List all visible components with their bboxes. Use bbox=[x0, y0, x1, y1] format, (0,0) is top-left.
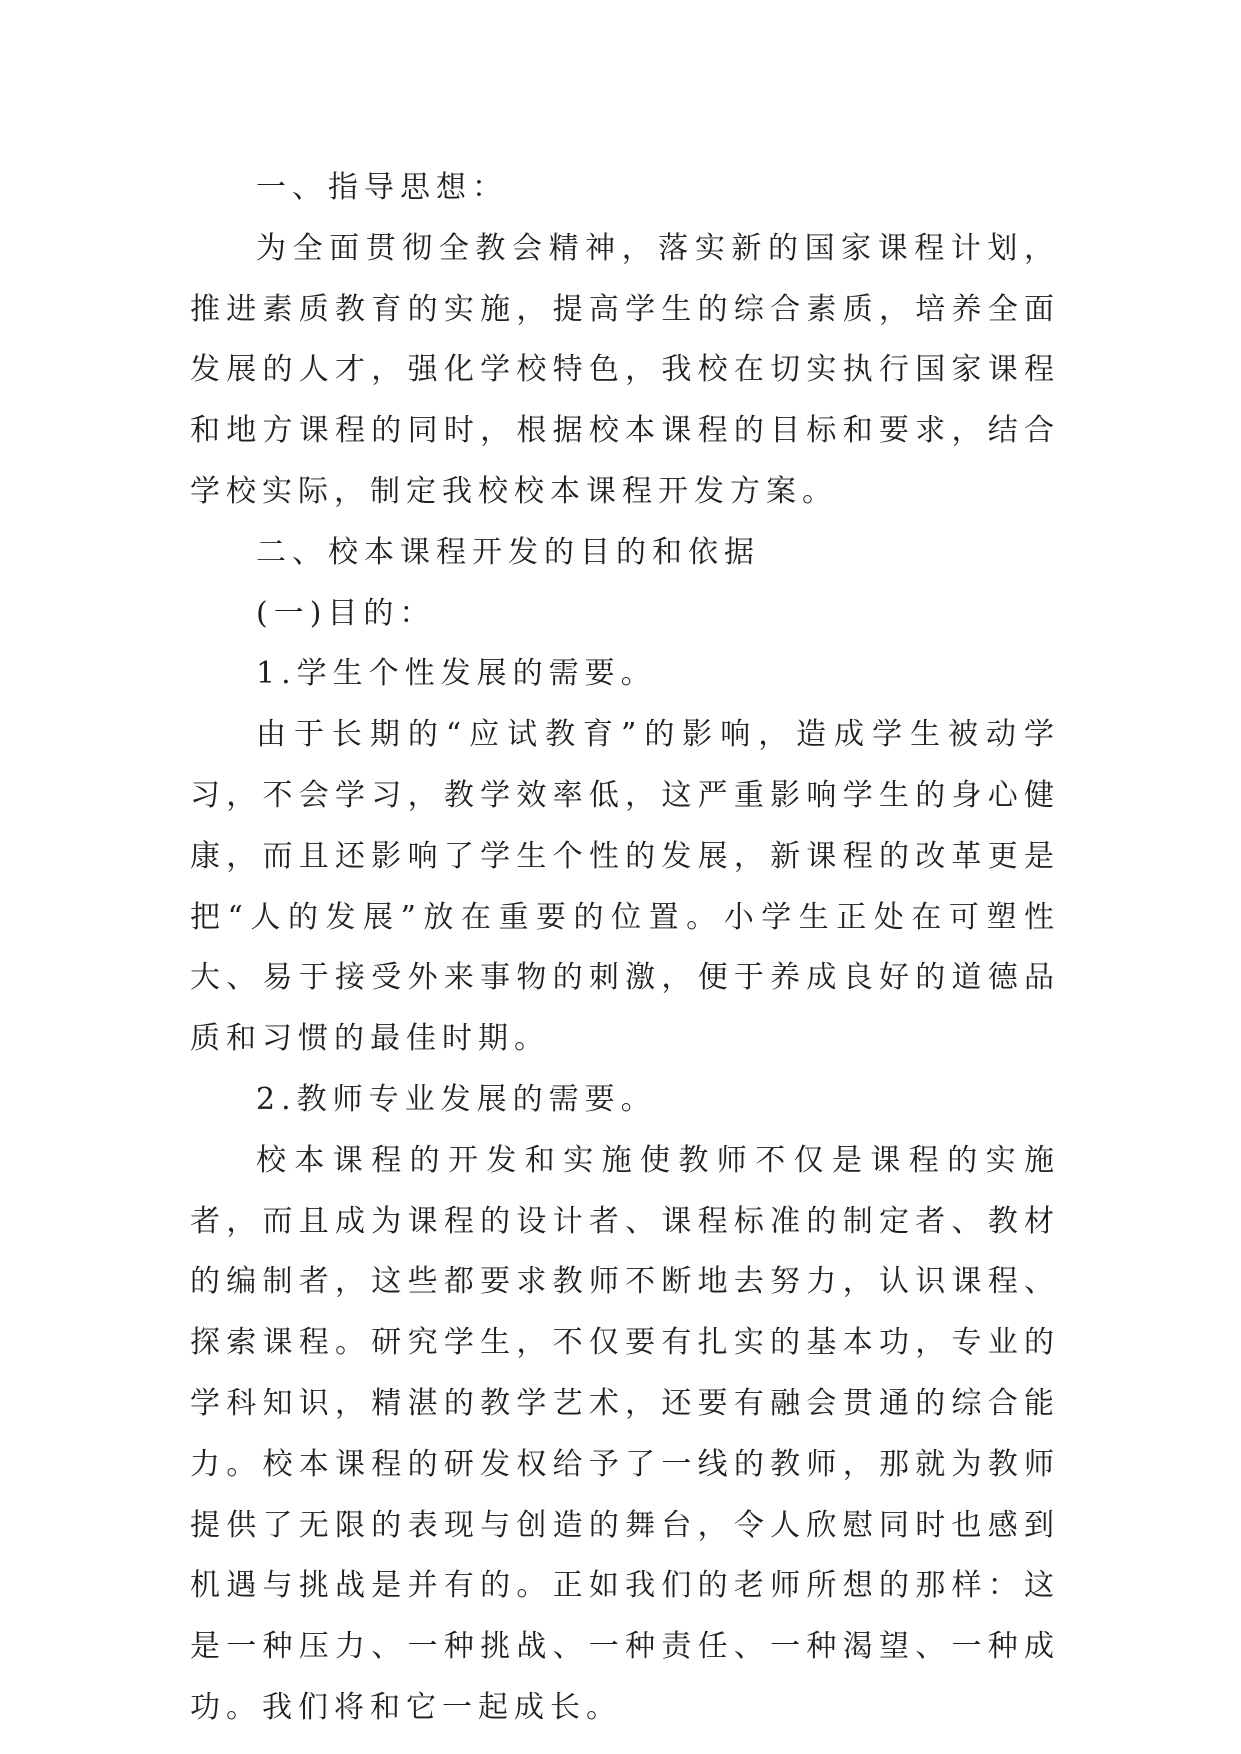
section-heading-guiding-ideology: 一、指导思想： bbox=[256, 170, 508, 205]
body-paragraph-teacher-development: 校本课程的开发和实施使教师不仅是课程的实施者，而且成为课程的设计者、课程标准的制定者、教材的编制者，这些都要求教师不断地去努力，认识课程、探索课程。研究学生，不仅要有扎实的基本功，专业的学科知识，精湛的教学艺术，还要有融会贯通的综合能力。校本课程的研发权给予了一线的教师，那就为教师提供了无限的表现与创造的舞台，令人欣慰同时也感到机遇与挑战是并有的。正如我们的老师所想的那样：这是一种压力、一种挑战、一种责任、一种渴望、一种成功。我们将和它一起成长。 bbox=[190, 1142, 1060, 1725]
subsection-heading-purpose: (一)目的： bbox=[256, 595, 436, 631]
body-paragraph-student-development: 由于长期的“应试教育”的影响，造成学生被动学习，不会学习，教学效率低，这严重影响学生的身心健康，而且还影响了学生个性的发展，新课程的改革更是把“人的发展”放在重要的位置。小学生正处在可塑性大、易于接受外来事物的刺激，便于养成良好的道德品质和习惯的最佳时期。 bbox=[190, 717, 1060, 1057]
item-heading-teacher-development: 2.教师专业发展的需要。 bbox=[256, 1081, 657, 1117]
item-heading-student-development: 1.学生个性发展的需要。 bbox=[256, 656, 657, 692]
document-page bbox=[190, 158, 1060, 1739]
section-heading-purpose-and-basis: 二、校本课程开发的目的和依据 bbox=[256, 534, 760, 570]
body-paragraph-intro: 为全面贯彻全教会精神，落实新的国家课程计划，推进素质教育的实施，提高学生的综合素质，培养全面发展的人才，强化学校特色，我校在切实执行国家课程和地方课程的同时，根据校本课程的目标和要求，结合学校实际，制定我校校本课程开发方案。 bbox=[190, 230, 1060, 509]
